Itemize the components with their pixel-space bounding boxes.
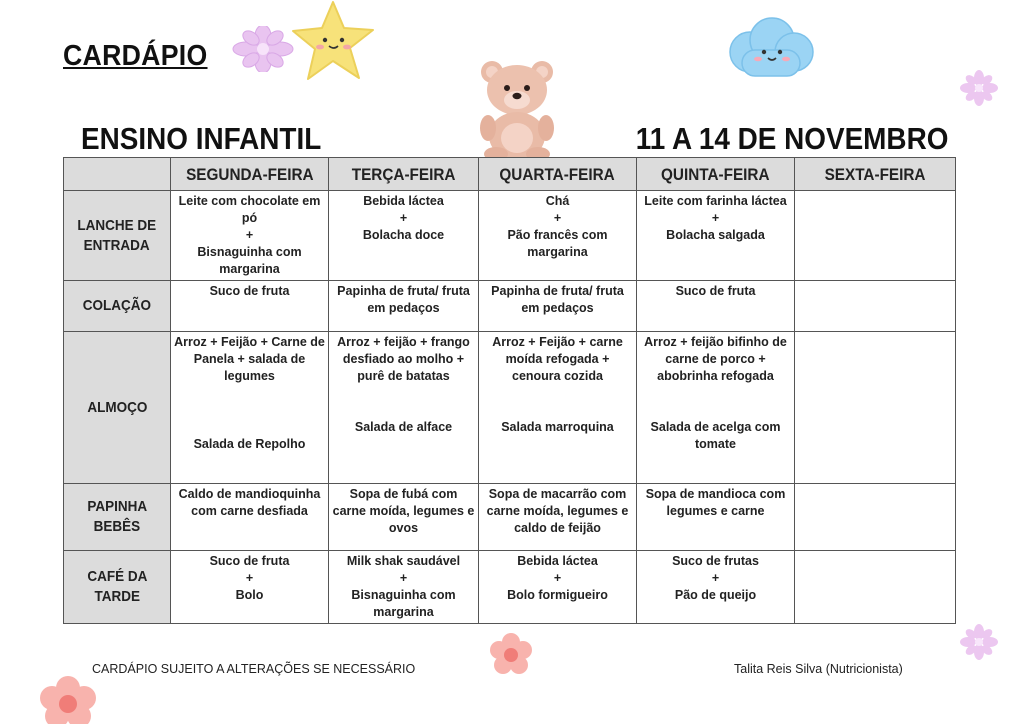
menu-line: ovos xyxy=(388,521,419,535)
menu-line: cenoura cozida xyxy=(512,369,603,383)
menu-line xyxy=(482,402,633,419)
nutritionist-signature: Talita Reis Silva (Nutricionista) xyxy=(734,662,903,676)
menu-line: em pedaços xyxy=(521,301,594,315)
meal-label: ALMOÇO xyxy=(64,332,171,484)
meal-row xyxy=(64,551,956,624)
day-header: SEXTA-FEIRA xyxy=(795,158,956,191)
menu-cell xyxy=(795,332,956,484)
menu-line: caldo de feijão xyxy=(514,521,601,535)
menu-line: Bebida láctea xyxy=(363,194,444,208)
menu-line: Papinha de fruta/ fruta xyxy=(337,284,470,298)
menu-line: + xyxy=(553,571,562,585)
menu-line: Sopa de mandioca com xyxy=(645,487,786,501)
menu-line: margarina xyxy=(219,262,280,276)
menu-line: purê de batatas xyxy=(357,369,450,383)
meal-row xyxy=(64,281,956,332)
meal-label: PAPINHA BEBÊS xyxy=(64,484,171,551)
menu-line: legumes e carne xyxy=(666,504,765,518)
disclaimer-note: CARDÁPIO SUJEITO A ALTERAÇÕES SE NECESSÁRIO xyxy=(92,662,416,676)
menu-line: Leite com farinha láctea xyxy=(644,194,787,208)
menu-line: Arroz + feijão + frango xyxy=(337,335,470,349)
menu-cell xyxy=(171,551,329,624)
menu-line: + xyxy=(399,211,408,225)
menu-line: Bebida láctea xyxy=(517,554,598,568)
menu-cell xyxy=(329,551,479,624)
menu-cell xyxy=(171,484,329,551)
menu-cell xyxy=(637,484,795,551)
menu-line: margarina xyxy=(527,245,588,259)
menu-cell xyxy=(795,281,956,332)
menu-line xyxy=(174,402,325,419)
smiling-star-icon xyxy=(291,0,381,84)
menu-line: Bisnaguinha com xyxy=(351,588,456,602)
menu-line: Sopa de fubá com xyxy=(349,487,458,501)
menu-line: Bolacha salgada xyxy=(666,228,765,242)
meal-label: COLAÇÃO xyxy=(64,281,171,332)
menu-line: carne moída, legumes e xyxy=(332,504,475,518)
meal-label: CAFÉ DA TARDE xyxy=(64,551,171,624)
menu-line: Chá xyxy=(545,194,570,208)
days-header-row xyxy=(64,158,956,191)
menu-line: carne de porco + xyxy=(665,352,766,366)
menu-line: Salada de alface xyxy=(354,420,453,434)
menu-line: + xyxy=(711,571,720,585)
menu-line: margarina xyxy=(373,605,434,619)
menu-cell xyxy=(479,281,637,332)
menu-line xyxy=(482,385,633,402)
day-header: QUARTA-FEIRA xyxy=(479,158,637,191)
menu-line: + xyxy=(245,228,254,242)
menu-cell xyxy=(637,332,795,484)
menu-line: + xyxy=(553,211,562,225)
teddy-bear-icon xyxy=(470,58,566,162)
menu-cell xyxy=(479,484,637,551)
menu-line: desfiado ao molho + xyxy=(342,352,465,366)
menu-cell xyxy=(329,281,479,332)
menu-line: + xyxy=(399,571,408,585)
page-title: CARDÁPIO xyxy=(63,40,208,72)
menu-line: Panela + salada de xyxy=(193,352,306,366)
menu-line: Sopa de macarrão com xyxy=(488,487,627,501)
menu-line: Bolo xyxy=(235,588,264,602)
menu-line: Suco de fruta xyxy=(675,284,756,298)
menu-line xyxy=(174,385,325,402)
meal-row xyxy=(64,484,956,551)
menu-line: Arroz + Feijão + carne xyxy=(492,335,623,349)
meal-row xyxy=(64,191,956,281)
menu-cell xyxy=(795,484,956,551)
menu-line: Pão de queijo xyxy=(674,588,757,602)
menu-line: + xyxy=(245,571,254,585)
menu-line: Leite com chocolate em xyxy=(178,194,321,208)
menu-line: legumes xyxy=(224,369,275,383)
meal-label: LANCHE DE ENTRADA xyxy=(64,191,171,281)
menu-line: Papinha de fruta/ fruta xyxy=(491,284,624,298)
menu-line: Bolo formigueiro xyxy=(507,588,608,602)
pink-flower-icon xyxy=(38,676,98,724)
menu-line: Suco de fruta xyxy=(209,284,290,298)
menu-cell xyxy=(479,332,637,484)
menu-cell xyxy=(479,551,637,624)
menu-line: abobrinha refogada xyxy=(657,369,774,383)
menu-cell xyxy=(171,281,329,332)
lilac-flower-icon xyxy=(960,70,998,106)
school-level: ENSINO INFANTIL xyxy=(81,121,322,156)
menu-line: Caldo de mandioquinha xyxy=(178,487,321,501)
menu-line: Suco de fruta xyxy=(209,554,290,568)
menu-cell xyxy=(637,551,795,624)
menu-cell xyxy=(795,191,956,281)
menu-line xyxy=(174,419,325,436)
menu-line: moída refogada + xyxy=(505,352,610,366)
menu-line: Salada de acelga com xyxy=(650,420,781,434)
menu-line xyxy=(640,385,791,402)
meal-row xyxy=(64,332,956,484)
lilac-flower-icon xyxy=(960,624,998,660)
corner-cell xyxy=(64,158,171,191)
menu-cell xyxy=(479,191,637,281)
week-period: 11 A 14 DE NOVEMBRO xyxy=(635,121,948,156)
menu-cell xyxy=(329,484,479,551)
menu-line: Bolacha doce xyxy=(362,228,445,242)
menu-line: Salada de Repolho xyxy=(193,437,306,451)
menu-cell xyxy=(637,191,795,281)
menu-line: pó xyxy=(241,211,258,225)
menu-line: + xyxy=(711,211,720,225)
menu-line: com carne desfiada xyxy=(191,504,308,518)
menu-line: Salada marroquina xyxy=(501,420,614,434)
menu-line xyxy=(332,402,475,419)
menu-table xyxy=(63,157,956,624)
menu-cell xyxy=(637,281,795,332)
day-header: QUINTA-FEIRA xyxy=(637,158,795,191)
menu-line: em pedaços xyxy=(367,301,440,315)
menu-line: Arroz + Feijão + Carne de xyxy=(174,335,325,349)
menu-cell xyxy=(795,551,956,624)
menu-line: Bisnaguinha com xyxy=(197,245,302,259)
pink-flower-icon xyxy=(488,632,534,678)
menu-line xyxy=(640,402,791,419)
day-header: SEGUNDA-FEIRA xyxy=(171,158,329,191)
lilac-flower-icon xyxy=(232,26,294,72)
menu-line xyxy=(332,385,475,402)
menu-line: tomate xyxy=(695,437,736,451)
smiling-cloud-icon xyxy=(722,12,820,84)
menu-line: Pão francês com xyxy=(507,228,608,242)
menu-line: Arroz + feijão bifinho de xyxy=(644,335,787,349)
menu-line: Suco de frutas xyxy=(672,554,759,568)
menu-cell xyxy=(329,191,479,281)
menu-cell xyxy=(329,332,479,484)
menu-line: carne moída, legumes e xyxy=(486,504,629,518)
menu-cell xyxy=(171,332,329,484)
day-header: TERÇA-FEIRA xyxy=(329,158,479,191)
menu-cell xyxy=(171,191,329,281)
menu-line: Milk shak saudável xyxy=(346,554,461,568)
